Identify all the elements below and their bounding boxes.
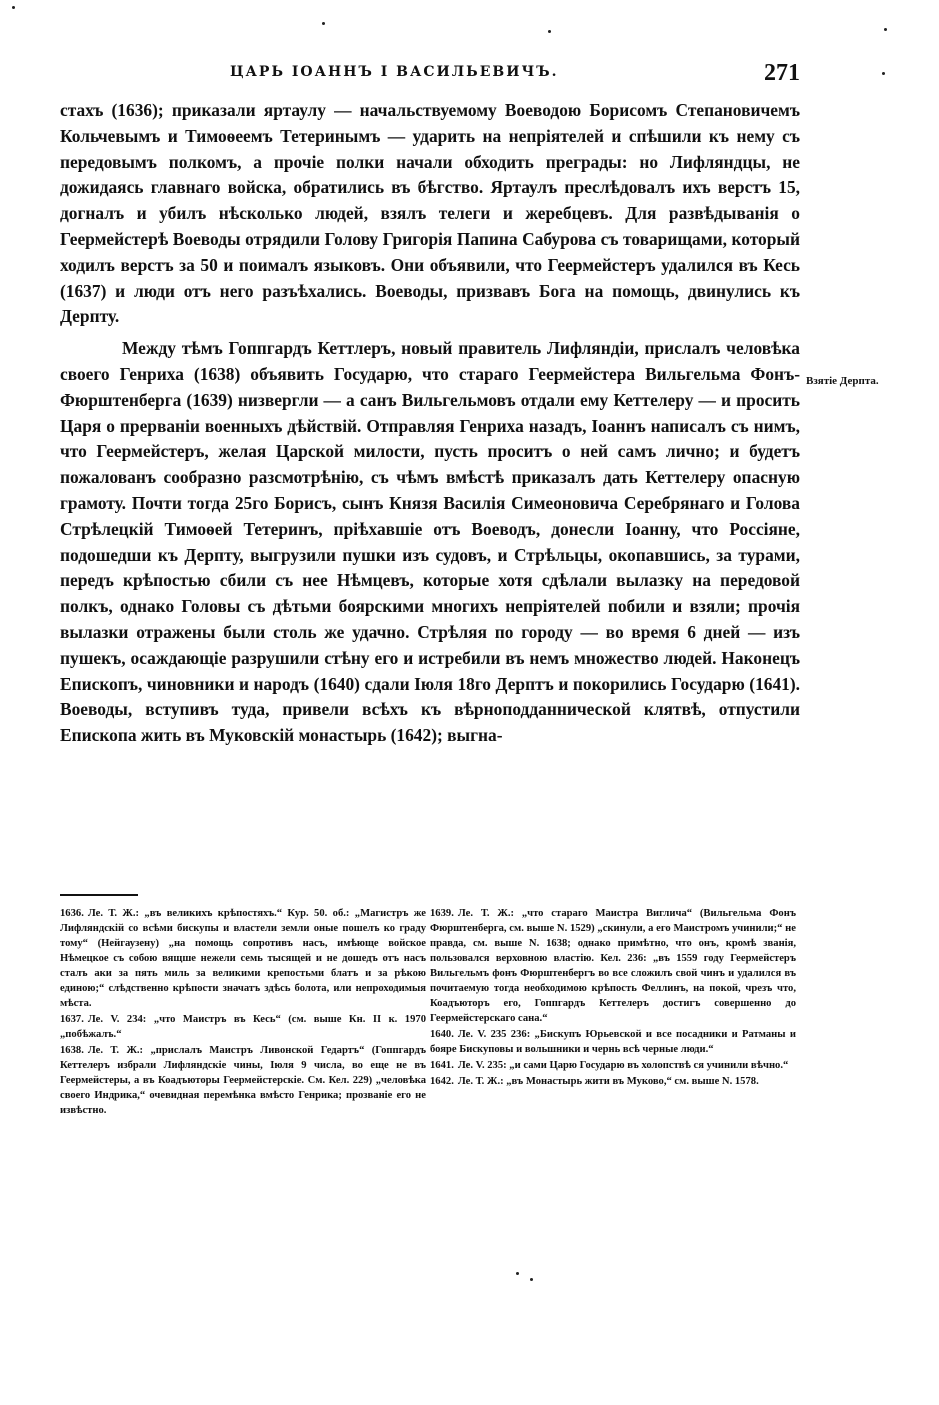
footnote-number: 1642. bbox=[430, 1076, 454, 1087]
footnote-number: 1637. bbox=[60, 1014, 84, 1025]
footnote-number: 1638. bbox=[60, 1045, 84, 1056]
footnote-number: 1640. bbox=[430, 1029, 454, 1040]
footnote-rule bbox=[60, 894, 138, 896]
footnote bbox=[430, 1074, 796, 1089]
footnote-text: Ле. V. 235 236: „Бискупъ Юрьевской и все посадники и Ратманы и бояре Бискуповы и вольшники и чернь всѣ черные люди.“ bbox=[430, 1029, 796, 1055]
paragraph: стахъ (1636); приказали яртаулу — начальствуемому Воеводою Борисомъ Степановичемъ Кольчевымъ и Тимоѳеемъ Тетеринымъ — ударить на непріятелей и спѣшили къ нему съ передовымъ полкомъ, а прочіе полки начали обходить преграды: но Лифляндцы, не дожидаясь главнаго войска, обратились въ бѣгство. Яртаулъ преслѣдовалъ ихъ верстъ 15, догналъ и убилъ нѣсколько людей, взялъ телеги и жеребцевъ. Для развѣдыванія о Геермейстерѣ Воеводы отрядили Голову Григорія Папина Сабурова съ товарищами, который ходилъ верстъ за 50 и поималъ языковъ. Они объявили, что Геермейстеръ удалился въ Кесь (1637) и люди отъ него разъѣхались. Воеводы, призвавъ Бога на помощь, двинулись къ Дерпту. bbox=[60, 100, 800, 327]
footnote-text: Ле. V. 235: „и сами Царю Государю въ холопствѣ ся учинили вѣчно.“ bbox=[457, 1060, 789, 1071]
scan-speck bbox=[548, 30, 551, 33]
footnote bbox=[60, 1012, 426, 1042]
page-number: 271 bbox=[764, 60, 800, 86]
scan-speck bbox=[884, 28, 887, 31]
footnote bbox=[60, 906, 426, 1011]
footnote-text: Ле. Т. Ж.: „въ великихъ крѣпостяхъ.“ Кур. 50. об.: „Магистръ же Лифляндскій со всѣми бискупы и властели земли оные пошелъ ко граду тому“ (Нейгаузену) „на помощь сопротивъ насъ, имѣюще войское Нѣмецкое съ собою вящше нежели семь тысящей и не дошедъ отъ насъ сталъ аки за пять миль за великими крепостьми блатъ и за рѣкою единою;“ слѣдственно крѣпости значатъ здѣсь болота, или непроходимыя мѣста. bbox=[60, 908, 426, 1009]
footnote-text: Ле. V. 234: „что Маистръ въ Кесь“ (см. выше Кн. II к. 1970 „побѣжалъ.“ bbox=[60, 1014, 426, 1040]
footnote bbox=[60, 1043, 426, 1118]
running-title: ЦАРЬ IОАННЪ I ВАСИЛЬЕВИЧЪ. bbox=[230, 64, 559, 80]
footnote-text: Ле. Т. Ж.: „что стараго Маистра Виглича“ (Вильгельма Фонъ Фюрштенберга, см. выше N. 1529) „скинули, а его Маистромъ учинили;“ не правда, см. выше N. 1638; однако примѣтно, что онъ, кромѣ званія, пользовался верховною властію. Кел. 236: „въ 1559 году Геермейстеръ Вильгельмъ фонъ Фюрштенбергъ во все сложилъ свой чинъ и удалился въ почитаемую тогда необходимою крѣпость Феллинъ, на покой, чрезъ что, Коадъюторъ его, Гоппгардъ Кеттелеръ достигъ совершенно до Геермейстерскаго сана.“ bbox=[430, 908, 796, 1024]
footnote-text: Ле. Т. Ж.: „прислалъ Маистръ Ливонской Гедартъ“ (Гоппгардъ Кеттелеръ избрали Лифляндскіе чины, Іюля 9 числа, во еще не въ Геермейстеры, а въ Коадъюторы Геермейстерскіе. См. Кел. 229) „человѣка своего Индрика,“ очевидная перемѣнка вмѣсто Генрика; прозваніе его не извѣстно. bbox=[60, 1045, 426, 1116]
footnote-number: 1641. bbox=[430, 1060, 454, 1071]
scan-speck bbox=[12, 6, 15, 9]
scan-speck bbox=[322, 22, 325, 25]
footnote bbox=[430, 1058, 796, 1073]
footnote-text: Ле. Т. Ж.: „въ Монастырь жити въ Муково,“ см. выше N. 1578. bbox=[457, 1076, 759, 1087]
main-text bbox=[60, 98, 800, 749]
scan-speck bbox=[530, 1278, 533, 1281]
footnote bbox=[430, 906, 796, 1026]
footnotes-left-column bbox=[60, 906, 426, 1119]
footnotes-right-column bbox=[430, 906, 796, 1090]
footnote-number: 1639. bbox=[430, 908, 454, 919]
footnote-number: 1636. bbox=[60, 908, 84, 919]
running-header bbox=[60, 62, 800, 92]
margin-note: Взятіе Дерпта. bbox=[806, 375, 879, 387]
footnote bbox=[430, 1027, 796, 1057]
paragraph: Между тѣмъ Гоппгардъ Кеттлеръ, новый правитель Лифляндіи, прислалъ человѣка своего Генриха (1638) объявить Государю, что стараго Геермейстера Вильгельма Фонъ-Фюрштенберга (1639) низвергли — а санъ Вильгельмовъ отдали ему Кеттелеру — и просить Царя о прерваніи военныхъ дѣйствій. Отправляя Генриха назадъ, Іоаннъ написалъ съ нимъ, что Геермейстеръ, желая Царской милости, пусть проситъ о ней самъ лично; и будетъ пожалованъ сообразно разсмотрѣнію, съ чѣмъ вмѣстѣ приказалъ дать Кеттелеру опасную грамоту. Почти тогда 25го Борисъ, сынъ Князя Василія Симеоновича Серебрянаго и Голова Стрѣлецкій Тимоѳей Тетеринъ, пріѣхавшіе отъ Воеводъ, донесли Іоанну, что Россіяне, подошедши къ Дерпту, выгрузили пушки изъ судовъ, и Стрѣльцы, окопавшись, за турами, передъ крѣпостью сбили съ нее Нѣмцевъ, которые хотя сдѣлали вылазку на передовой полкъ, однако Головы съ дѣтьми боярскими многихъ непріятелей побили и взяли; прочія вылазки отражены были столь же удачно. Стрѣляя по городу — во время 6 дней — изъ пушекъ, осаждающіе разрушили стѣну его и истребили въ немъ множество людей. Наконецъ Епископъ, чиновники и народъ (1640) сдали Іюля 18го Дерптъ и покорились Государю (1641). Воеводы, вступивъ туда, привели всѣхъ къ вѣрноподданнической клятвѣ, отпустили Епископа жить въ Муковскій монастырь (1642); выгна- bbox=[60, 338, 800, 746]
scan-speck bbox=[882, 72, 885, 75]
scan-speck bbox=[516, 1272, 519, 1275]
